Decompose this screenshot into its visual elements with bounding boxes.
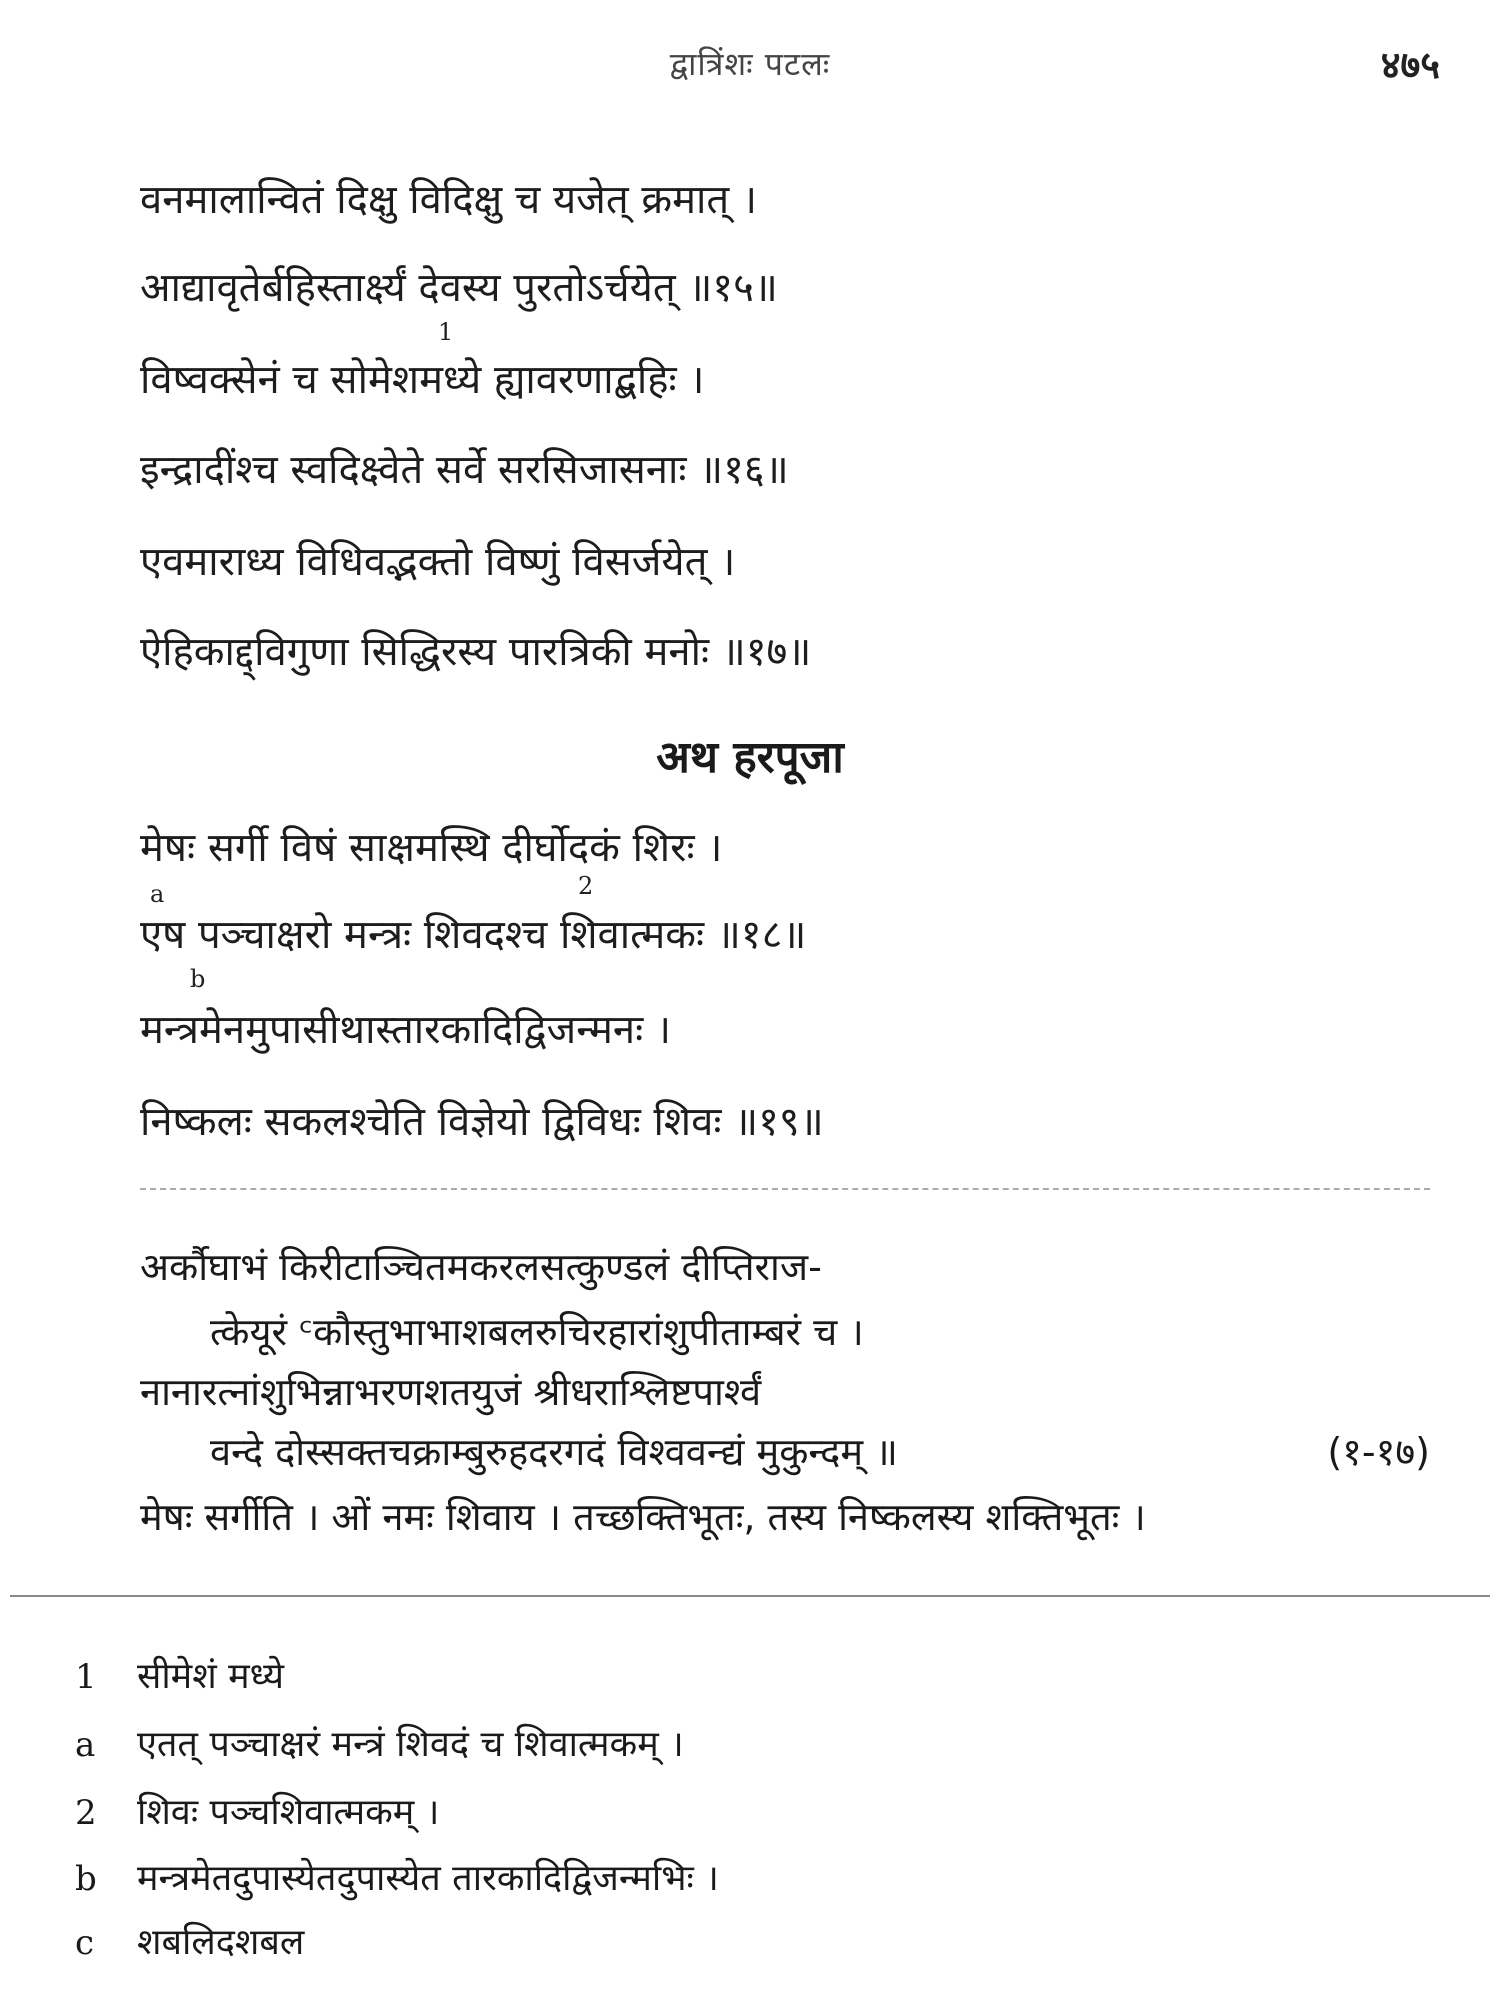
footnote-text: मन्त्रमेतदुपास्येतदुपास्येत तारकादिद्विजन्मभिः । [137, 1858, 719, 1899]
footnote-key: b [75, 1859, 97, 1899]
footnote-key: 1 [75, 1657, 97, 1697]
footnote-item [75, 1852, 719, 1901]
dhyana-line: वन्दे दोस्सक्तचक्राम्बुरुहदरगदं विश्ववन्द्यं मुकुन्दम् ॥ [210, 1430, 898, 1474]
footnote-text: सीमेशं मध्ये [137, 1656, 285, 1697]
footnote-key: a [75, 1725, 96, 1765]
verse-line: विष्वक्सेनं च सोमेशमध्ये ह्यावरणाद्बहिः । [140, 357, 705, 403]
dhyana-line: नानारत्नांशुभिन्नाभरणशतयुजं श्रीधराश्लिष्टपार्श्वं [140, 1370, 762, 1414]
verse-line: निष्कलः सकलश्चेति विज्ञेयो द्विविधः शिवः ॥१९॥ [140, 1099, 824, 1145]
verse-line: ऐहिकाद्द्विगुणा सिद्धिरस्य पारत्रिकी मनोः ॥१७॥ [140, 629, 812, 675]
footnote-item [75, 1786, 439, 1835]
footnote-text: शबलिदशबल [137, 1922, 305, 1963]
footnote-key: 2 [75, 1793, 97, 1833]
verse-line: मेषः सर्गी विषं साक्षमस्थि दीर्घोदकं शिरः । [140, 825, 723, 871]
section-heading: अथ हरपूजा [656, 732, 844, 783]
section-divider [140, 1188, 1430, 1190]
footnote-marker: b [190, 965, 206, 993]
footnote-text: एतत् पञ्चाक्षरं मन्त्रं शिवदं च शिवात्मकम् । [137, 1724, 684, 1765]
verse-line: मन्त्रमेनमुपासीथास्तारकादिद्विजन्मनः । [140, 1007, 672, 1053]
footnote-text: शिवः पञ्चशिवात्मकम् । [137, 1792, 440, 1833]
page-header-title: द्वात्रिंशः पटलः [669, 45, 831, 83]
dhyana-line: अर्कौघाभं किरीटाञ्चितमकरलसत्कुण्डलं दीप्तिराज- [140, 1245, 822, 1289]
verse-line: एवमाराध्य विधिवद्भक्तो विष्णुं विसर्जयेत् । [140, 539, 736, 585]
verse-line: एष पञ्चाक्षरो मन्त्रः शिवदश्च शिवात्मकः ॥१८॥ [140, 912, 807, 958]
footnote-marker: a [150, 880, 165, 908]
footnote-item [75, 1650, 284, 1699]
verse-range: (१-१७) [1327, 1430, 1430, 1474]
verse-line: इन्द्रादींश्च स्वदिक्ष्वेते सर्वे सरसिजासनाः ॥१६॥ [140, 447, 789, 493]
footnote-item [75, 1718, 684, 1767]
verse-line: वनमालान्वितं दिक्षु विदिक्षु च यजेत् क्रमात् । [140, 177, 758, 223]
footnote-item [75, 1916, 304, 1965]
page-number: ४७५ [1380, 43, 1440, 87]
footnote-marker: 2 [578, 872, 594, 900]
footnote-divider [10, 1595, 1490, 1597]
footnote-key: c [75, 1923, 95, 1963]
verse-line: आद्यावृतेर्बहिस्तार्क्ष्यं देवस्य पुरतोऽर्चयेत् ॥१५॥ [140, 265, 778, 311]
footnote-marker: 1 [438, 318, 454, 346]
dhyana-line: त्केयूरं ᶜकौस्तुभाभाशबलरुचिरहारांशुपीताम्बरं च । [210, 1310, 864, 1354]
commentary-line: मेषः सर्गीति । ओं नमः शिवाय । तच्छक्तिभूतः, तस्य निष्कलस्य शक्तिभूतः । [140, 1495, 1146, 1539]
